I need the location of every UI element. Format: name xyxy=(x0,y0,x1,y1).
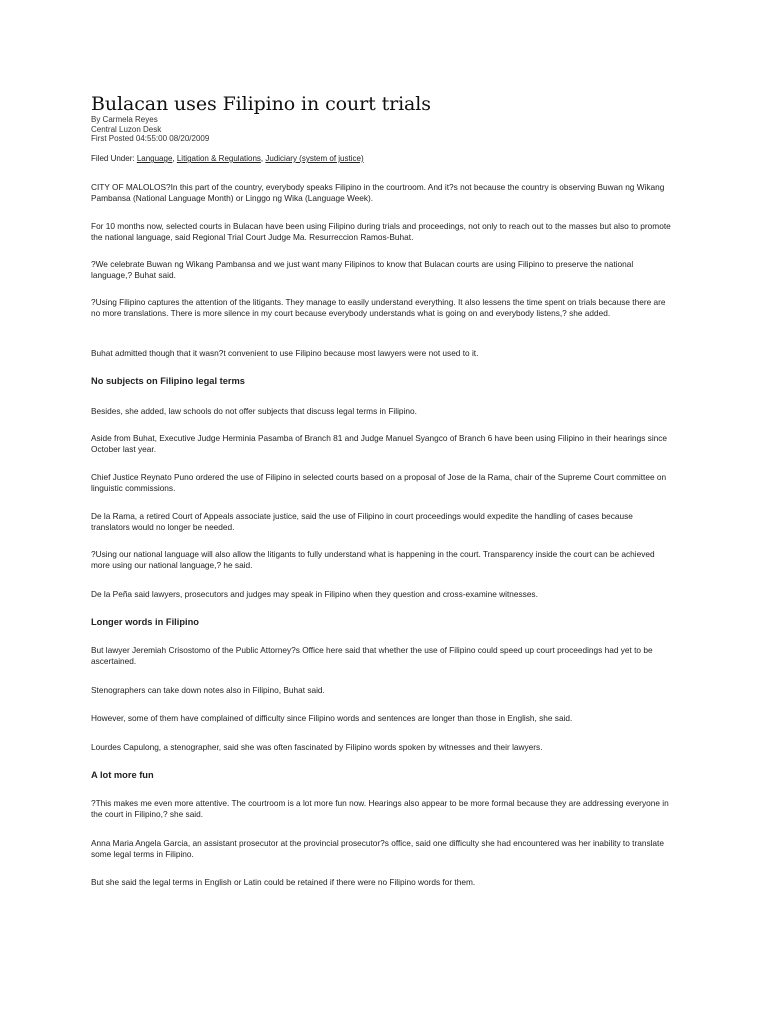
paragraph-3: ?We celebrate Buwan ng Wikang Pambansa and we just want many Filipinos to know that Bulacan courts are using Filipino to preserve the national language,? Buhat said. xyxy=(91,259,634,280)
paragraph-9: De la Rama, a retired Court of Appeals associate justice, said the use of Filipino in court proceedings would expedite the handling of cases because translators would no longer be needed. xyxy=(91,511,633,532)
paragraph-7: Aside from Buhat, Executive Judge Herminia Pasamba of Branch 81 and Judge Manuel Syangco of Branch 6 have been using Filipino in their hearings since October last year. xyxy=(91,433,668,454)
paragraph-10: ?Using our national language will also allow the litigants to fully understand what is happening in the court. Transparency inside the court can be achieved more using our national language,? he said. xyxy=(91,549,655,570)
paragraph-16: ?This makes me even more attentive. The courtroom is a lot more fun now. Hearings also appear to be more formal because they are addressing everyone in the court in Filipino,? she said. xyxy=(91,798,669,819)
byline: By Carmela Reyes xyxy=(91,115,158,124)
subhead-longer-words: Longer words in Filipino xyxy=(91,617,199,627)
paragraph-5: Buhat admitted though that it wasn?t convenient to use Filipino because most lawyers were not used to it. xyxy=(91,348,479,358)
tag-litigation[interactable]: Litigation & Regulations xyxy=(176,154,261,163)
paragraph-18: But she said the legal terms in English or Latin could be retained if there were no Filipino words for them. xyxy=(91,877,476,887)
paragraph-14: However, some of them have complained of difficulty since Filipino words and sentences are longer than those in English, she said. xyxy=(91,713,573,723)
paragraph-8: Chief Justice Reynato Puno ordered the use of Filipino in selected courts based on a proposal of Jose de la Rama, chair of the Supreme Court committee on linguistic commissions. xyxy=(91,472,667,493)
filed-under: Filed Under: Language, Litigation & Regulations, Judiciary (system of justice) xyxy=(91,154,364,163)
posted-timestamp: First Posted 04:55:00 08/20/2009 xyxy=(91,134,210,143)
paragraph-17: Anna Maria Angela Garcia, an assistant prosecutor at the provincial prosecutor?s office, said one difficulty she had encountered was her inability to translate some legal terms in Filipino. xyxy=(91,838,664,859)
paragraph-11: De la Peña said lawyers, prosecutors and judges may speak in Filipino when they question and cross-examine witnesses. xyxy=(91,589,538,599)
paragraph-1: CITY OF MALOLOS?In this part of the country, everybody speaks Filipino in the courtroom. And it?s not because the country is observing Buwan ng Wikang Pambansa (National Language Month) or Linggo ng Wika (Language Week). xyxy=(91,182,665,203)
desk-label: Central Luzon Desk xyxy=(91,125,162,134)
paragraph-2: For 10 months now, selected courts in Bulacan have been using Filipino during trials and proceedings, not only to reach out to the masses but also to promote the national language, said Regional Trial Court Judge Ma. Resurreccion Ramos-Buhat. xyxy=(91,221,671,242)
article-title: Bulacan uses Filipino in court trials xyxy=(91,93,431,115)
paragraph-12: But lawyer Jeremiah Crisostomo of the Public Attorney?s Office here said that whether the use of Filipino could speed up court proceedings had yet to be ascertained. xyxy=(91,645,653,666)
subhead-more-fun: A lot more fun xyxy=(91,770,154,780)
subhead-legal-terms: No subjects on Filipino legal terms xyxy=(91,376,245,386)
paragraph-13: Stenographers can take down notes also in Filipino, Buhat said. xyxy=(91,685,325,695)
paragraph-15: Lourdes Capulong, a stenographer, said she was often fascinated by Filipino words spoken by witnesses and their lawyers. xyxy=(91,742,543,752)
paragraph-6: Besides, she added, law schools do not offer subjects that discuss legal terms in Filipino. xyxy=(91,406,417,416)
tag-language[interactable]: Language xyxy=(136,154,173,163)
paragraph-4: ?Using Filipino captures the attention of the litigants. They manage to easily understand everything. It also lessens the time spent on trials because there are no more translations. There is more silence in my court because everybody understands what is going on and everybody listens,? she added. xyxy=(91,297,666,318)
tag-judiciary[interactable]: Judiciary (system of justice) xyxy=(265,154,364,163)
filed-under-label: Filed Under: xyxy=(91,154,135,163)
